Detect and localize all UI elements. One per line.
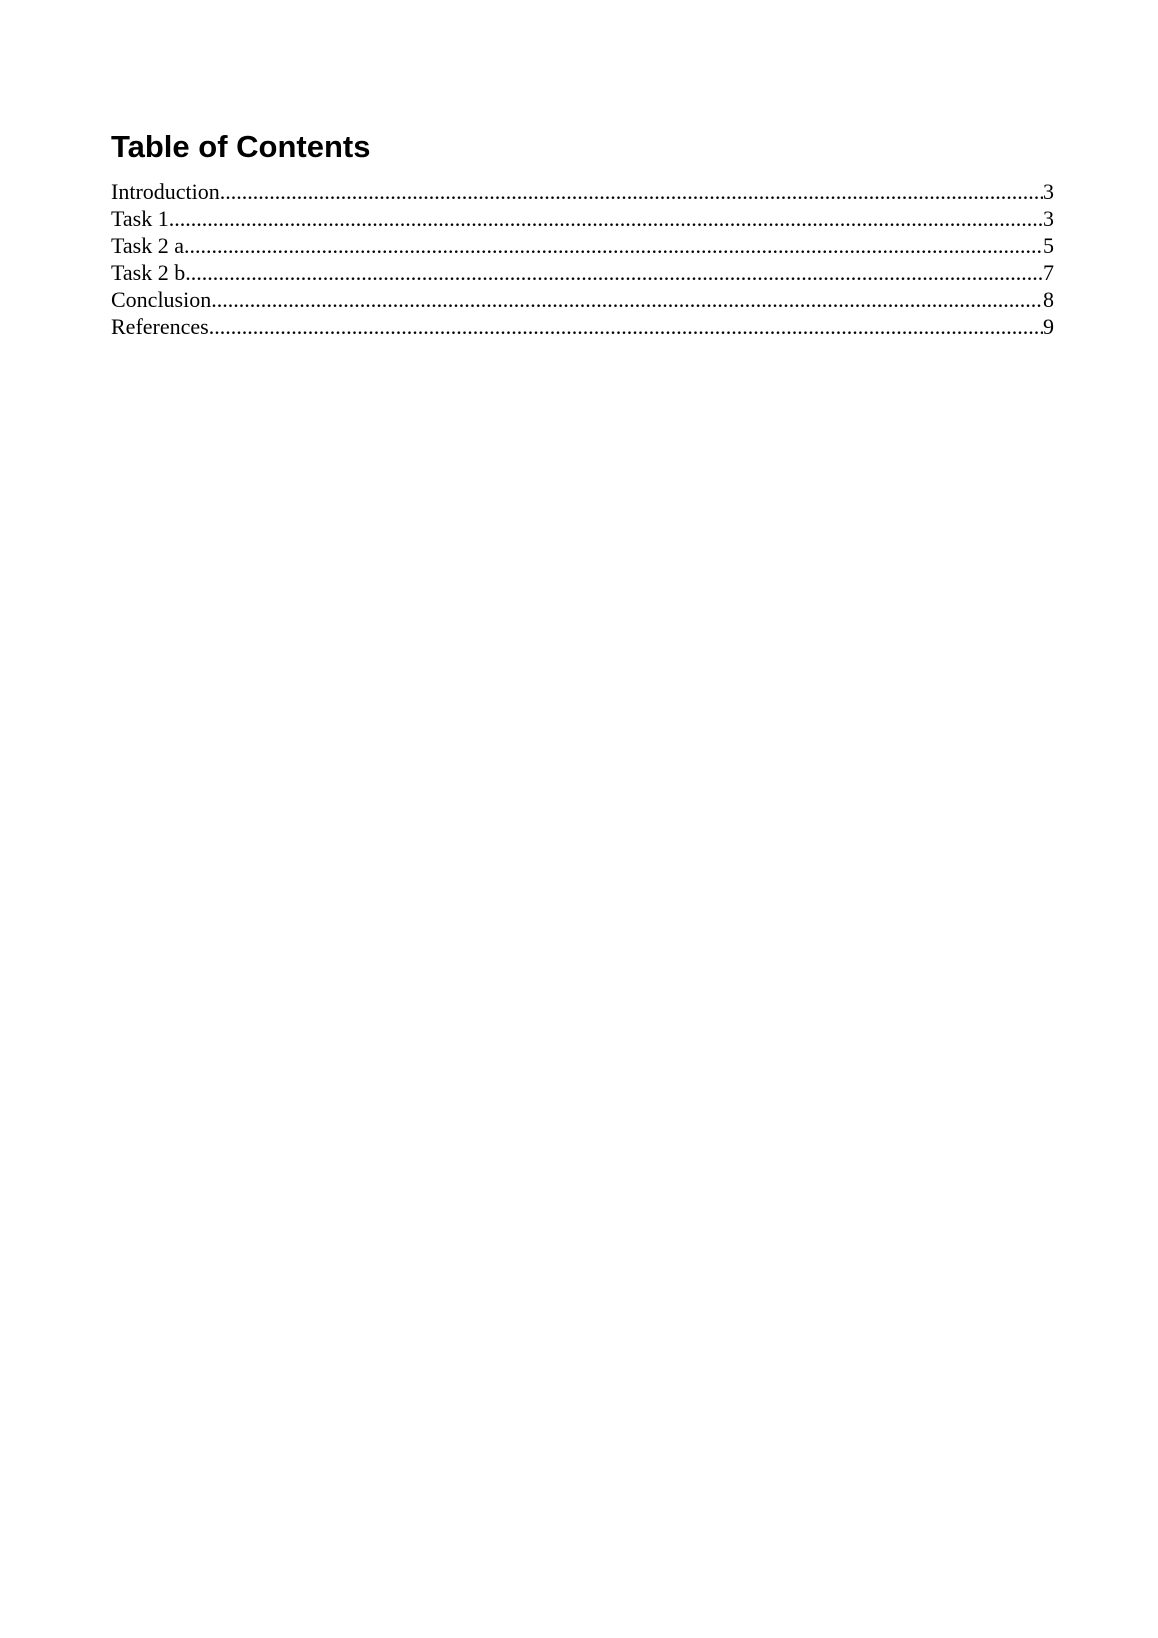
toc-entry-label: Task 2 a (111, 233, 184, 258)
toc-entry-label: Conclusion (111, 287, 212, 312)
toc-entry-conclusion[interactable] (111, 286, 1054, 313)
toc-entry-references[interactable] (111, 313, 1054, 340)
toc-page-number: 9 (1043, 314, 1054, 339)
table-of-contents (111, 128, 1054, 340)
toc-entry-label: References (111, 314, 209, 339)
toc-page-number: 5 (1043, 233, 1054, 258)
toc-entry-task-1[interactable] (111, 205, 1054, 232)
toc-dot-leader (169, 205, 1043, 232)
toc-list (111, 178, 1054, 340)
toc-entry-label: Task 2 b (111, 260, 186, 285)
toc-entry-task-2b[interactable] (111, 259, 1054, 286)
toc-entry-task-2a[interactable] (111, 232, 1054, 259)
toc-dot-leader (185, 259, 1043, 286)
toc-dot-leader (184, 232, 1043, 259)
toc-dot-leader (209, 313, 1043, 340)
toc-entry-label: Task 1 (111, 206, 169, 231)
toc-heading: Table of Contents (111, 129, 371, 164)
toc-page-number: 3 (1043, 179, 1054, 204)
toc-dot-leader (220, 178, 1043, 205)
toc-page-number: 7 (1043, 260, 1054, 285)
toc-entry-introduction[interactable] (111, 178, 1054, 205)
toc-dot-leader (211, 286, 1043, 313)
toc-page-number: 3 (1043, 206, 1054, 231)
toc-page-number: 8 (1043, 287, 1054, 312)
toc-entry-label: Introduction (111, 179, 220, 204)
